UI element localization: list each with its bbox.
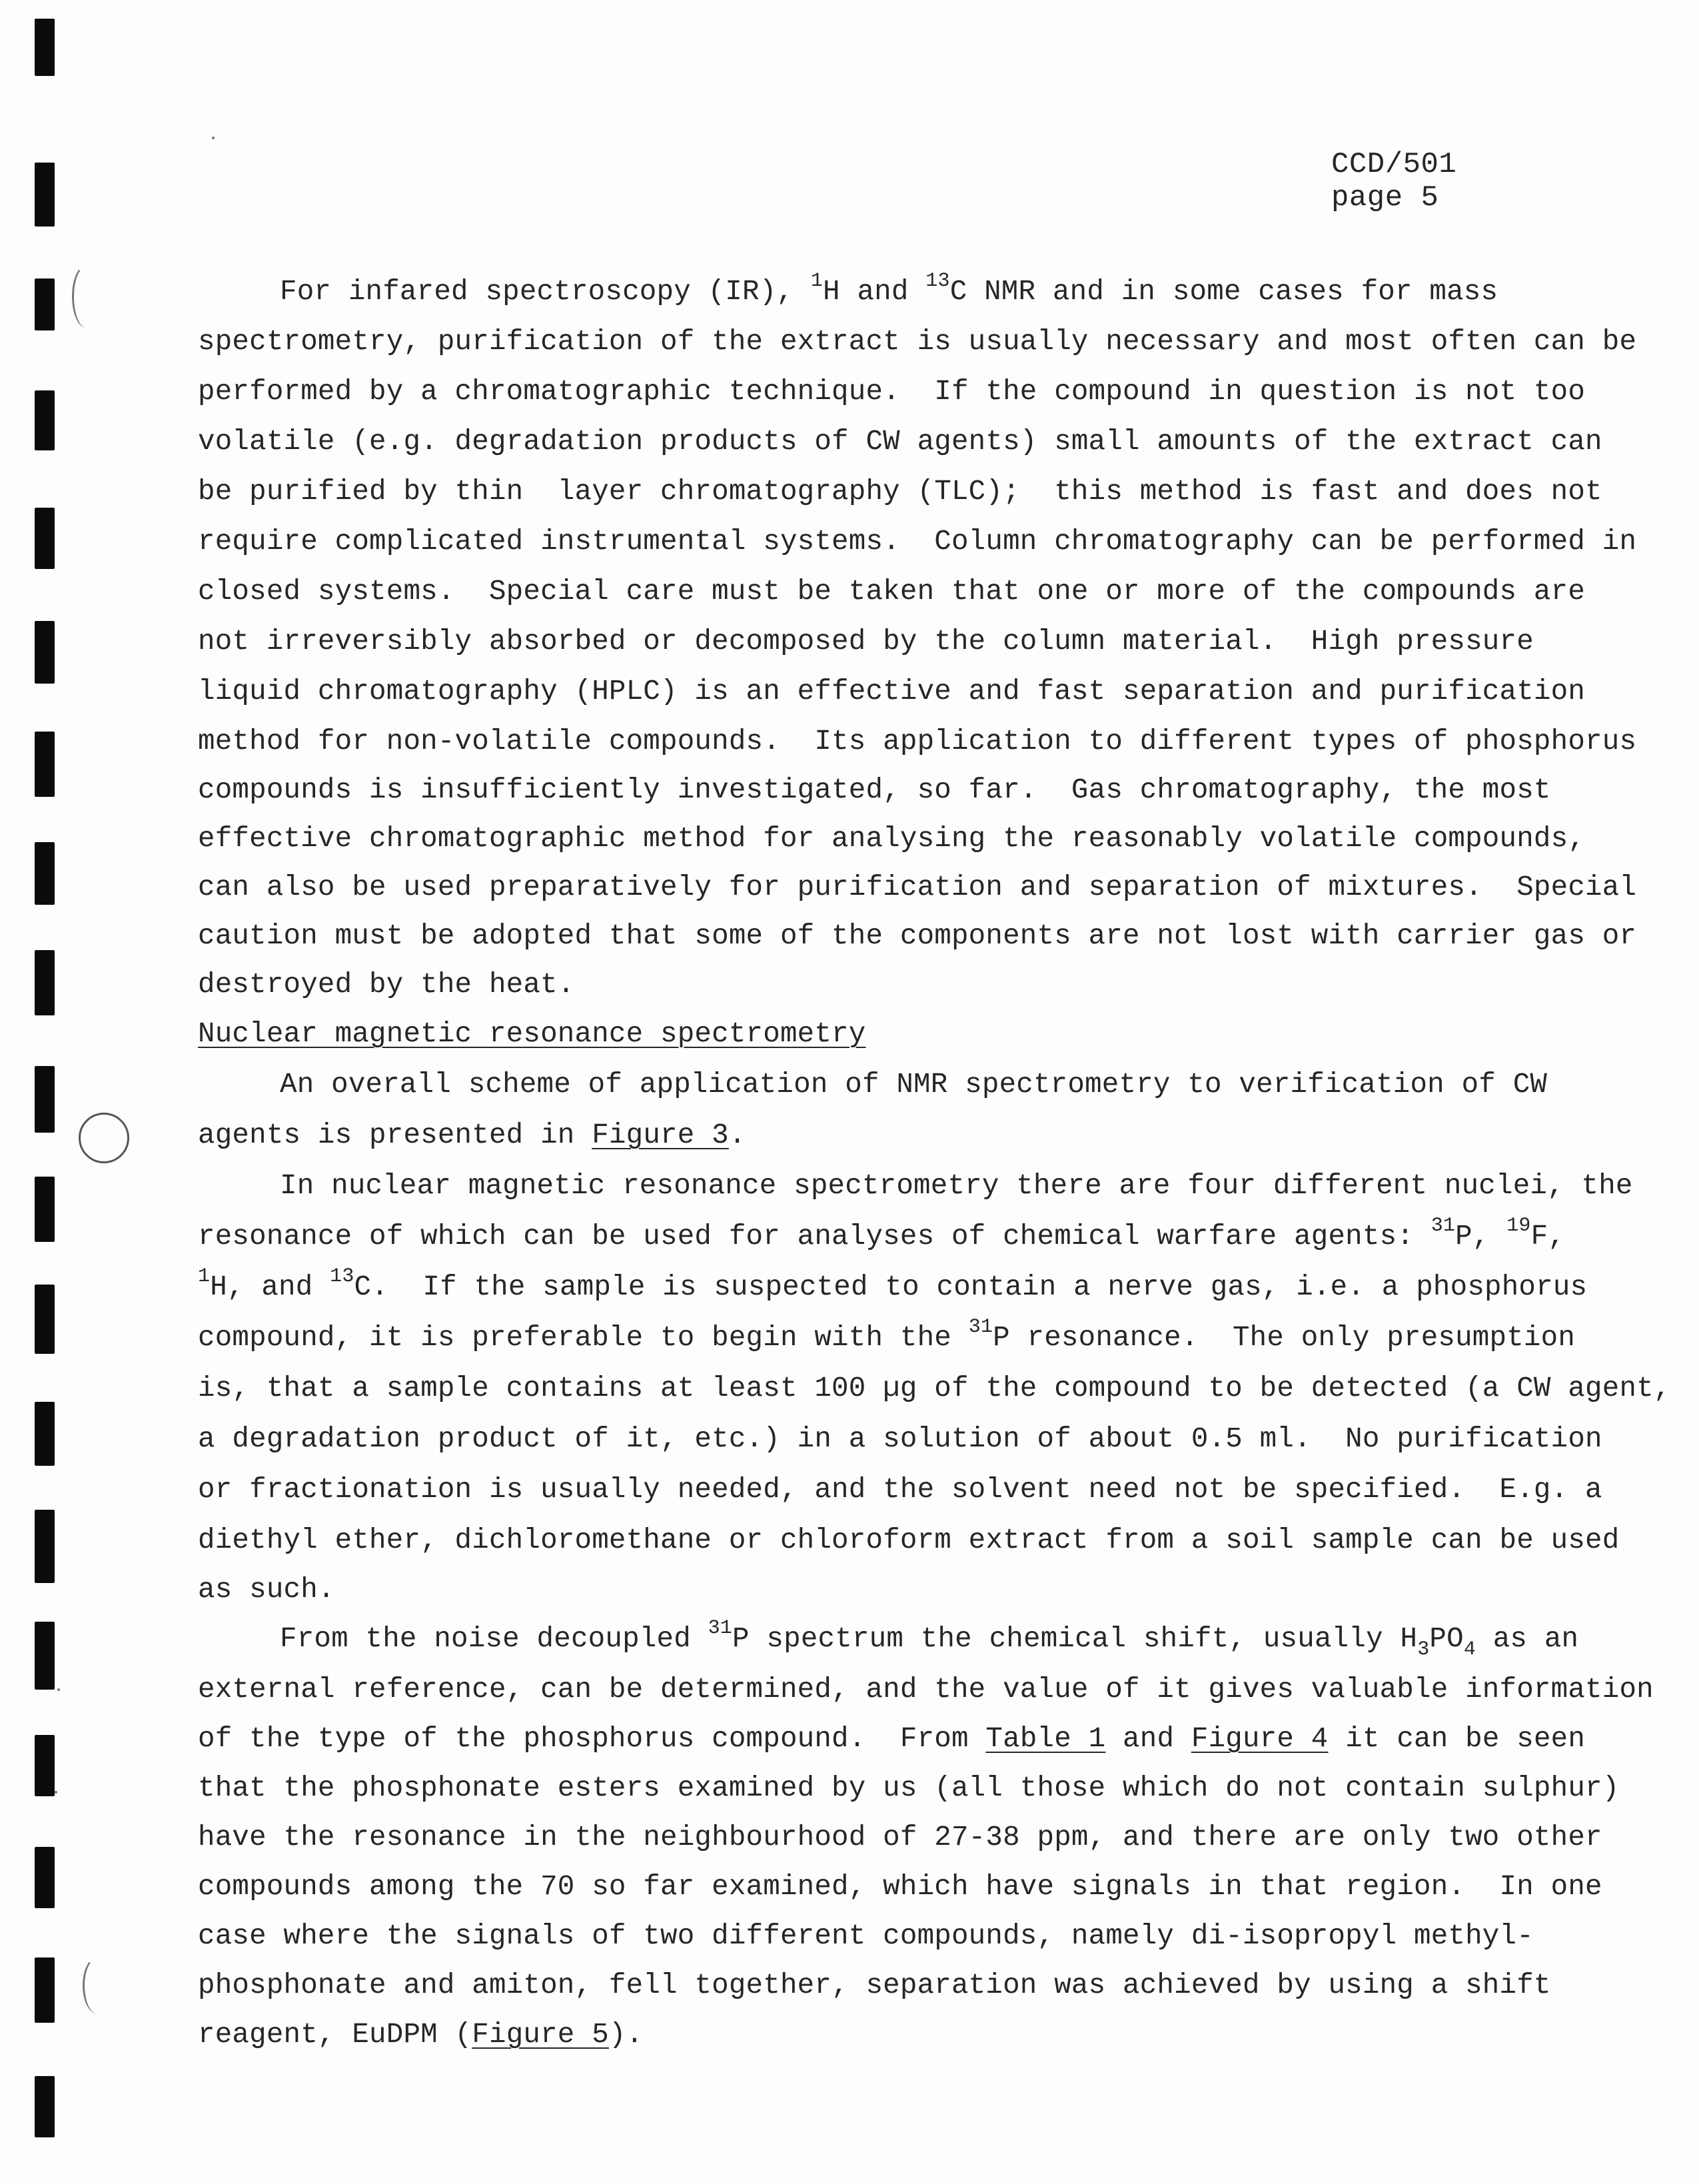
text-line: effective chromatographic method for analysing the reasonably volatile compounds, (198, 823, 1586, 855)
speck (55, 1791, 57, 1794)
text-line: In nuclear magnetic resonance spectrometry there are four different nuclei, the (280, 1170, 1633, 1202)
binding-mark (35, 732, 55, 797)
text-line: volatile (e.g. degradation products of CW agents) small amounts of the extract can (198, 426, 1602, 458)
text-line: of the type of the phosphorus compound. From Table 1 and Figure 4 it can be seen (198, 1723, 1586, 1755)
binding-mark (35, 1066, 55, 1133)
punch-hole-arc (83, 1957, 111, 2013)
binding-mark (35, 1285, 55, 1354)
text-line: reagent, EuDPM (Figure 5). (198, 2019, 644, 2051)
punch-hole (79, 1113, 129, 1163)
text-line: have the resonance in the neighbourhood of 27-38 ppm, and there are only two other (198, 1822, 1602, 1854)
binding-mark (35, 278, 55, 330)
text-line: caution must be adopted that some of the components are not lost with carrier gas or (198, 920, 1637, 952)
text-line: compound, it is preferable to begin with the $^{31}$P resonance. The only presumption (198, 1316, 1576, 1354)
binding-mark (35, 163, 55, 227)
figure-4-reference: Figure 4 (1191, 1723, 1329, 1755)
text-line: can also be used preparatively for purification and separation of mixtures. Special (198, 871, 1637, 903)
speck (212, 137, 215, 139)
binding-mark (35, 1510, 55, 1583)
text-line: require complicated instrumental systems. Column chromatography can be performed in (198, 526, 1637, 558)
text-line: liquid chromatography (HPLC) is an effective and fast separation and purification (198, 676, 1586, 708)
speck (57, 1688, 60, 1691)
text-line: be purified by thin layer chromatography (TLC); this method is fast and does not (198, 476, 1602, 508)
text-line: $^1$H, and $^{13}$C. If the sample is suspected to contain a nerve gas, i.e. a phosphorus (198, 1265, 1588, 1303)
binding-mark (35, 1402, 55, 1466)
punch-hole-arc (72, 265, 101, 328)
binding-mark (35, 1735, 55, 1796)
text-line: phosphonate and amiton, fell together, separation was achieved by using a shift (198, 1969, 1551, 2001)
binding-mark (35, 1622, 55, 1690)
text-line: a degradation product of it, etc.) in a solution of about 0.5 ml. No purification (198, 1423, 1602, 1455)
page-number: page 5 (1331, 181, 1439, 215)
text-line: compounds is insufficiently investigated, so far. Gas chromatography, the most (198, 774, 1551, 806)
figure-5-reference: Figure 5 (472, 2019, 609, 2051)
text-line: destroyed by the heat. (198, 969, 575, 1001)
text-line: is, that a sample contains at least 100 µg of the compound to be detected (a CW agent, (198, 1372, 1671, 1404)
text-line: agents is presented in Figure 3. (198, 1119, 746, 1151)
section-heading: Nuclear magnetic resonance spectrometry (198, 1018, 866, 1050)
text-line: For infared spectroscopy (IR), $^1$H and $^{13}$C NMR and in some cases for mass (280, 270, 1498, 308)
table-1-reference: Table 1 (985, 1723, 1106, 1755)
text-line: closed systems. Special care must be taken that one or more of the compounds are (198, 576, 1586, 608)
binding-mark (35, 390, 55, 450)
binding-mark (35, 1847, 55, 1908)
text-line: spectrometry, purification of the extract is usually necessary and most often can be (198, 326, 1637, 358)
text-line: external reference, can be determined, and the value of it gives valuable information (198, 1674, 1654, 1706)
text-line: resonance of which can be used for analyses of chemical warfare agents: $^{31}$P, $^{19}$F, (198, 1215, 1566, 1253)
text-line: or fractionation is usually needed, and the solvent need not be specified. E.g. a (198, 1474, 1602, 1506)
text-line: that the phosphonate esters examined by us (all those which do not contain sulphur) (198, 1772, 1620, 1804)
text-line: diethyl ether, dichloromethane or chloroform extract from a soil sample can be used (198, 1524, 1620, 1556)
figure-3-reference: Figure 3 (592, 1119, 729, 1151)
binding-mark (35, 950, 55, 1015)
binding-mark (35, 2076, 55, 2137)
text-line: case where the signals of two different compounds, namely di-isopropyl methyl- (198, 1920, 1534, 1952)
text-line: performed by a chromatographic technique. If the compound in question is not too (198, 376, 1586, 408)
binding-mark (35, 508, 55, 569)
page-header (1331, 148, 1456, 215)
binding-mark (35, 1957, 55, 2023)
binding-mark (35, 1177, 55, 1242)
text-line: not irreversibly absorbed or decomposed by the column material. High pressure (198, 626, 1534, 658)
text-line: From the noise decoupled $^{31}$P spectrum the chemical shift, usually $H_3PO_4$ as an (280, 1617, 1579, 1661)
binding-mark (35, 842, 55, 905)
binding-mark (35, 621, 55, 684)
text-line: as such. (198, 1574, 335, 1606)
text-line: method for non-volatile compounds. Its application to different types of phosphorus (198, 726, 1637, 758)
text-line: An overall scheme of application of NMR spectrometry to verification of CW (280, 1069, 1548, 1101)
text-line: compounds among the 70 so far examined, which have signals in that region. In one (198, 1871, 1602, 1903)
document-id: CCD/501 (1331, 148, 1457, 181)
binding-mark (35, 19, 55, 76)
